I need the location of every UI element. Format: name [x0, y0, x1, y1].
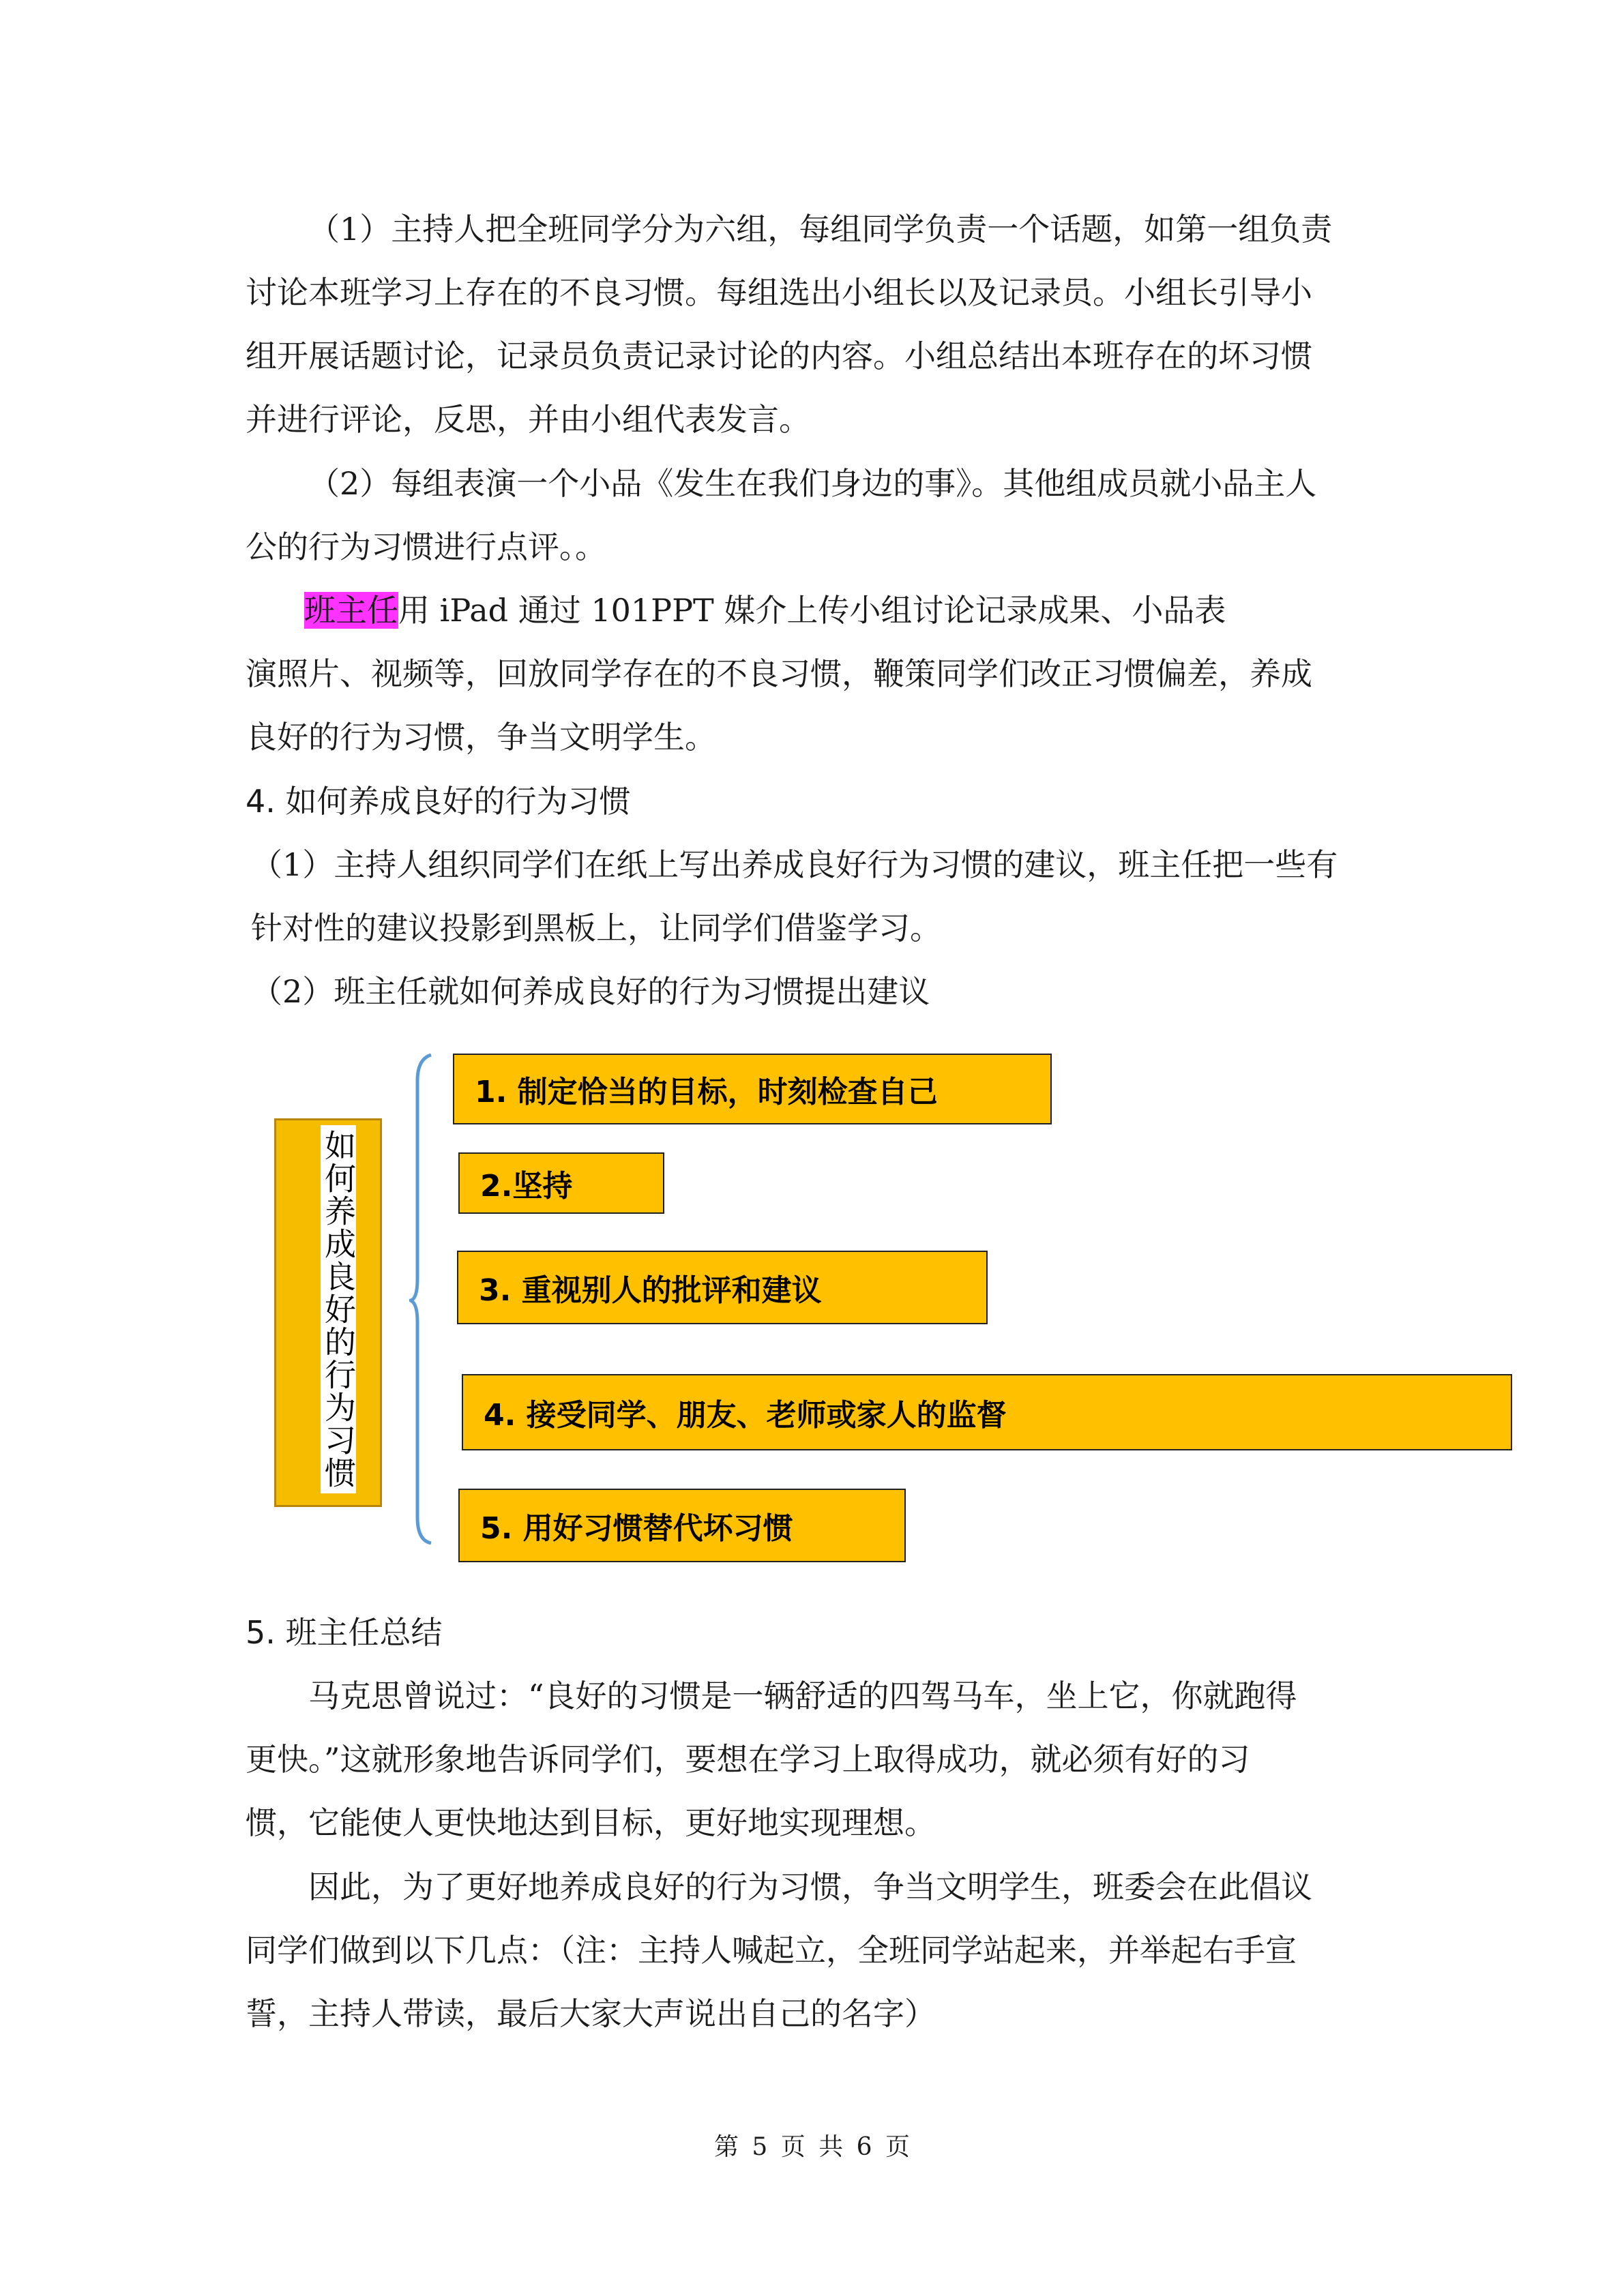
highlighted-text: 班主任: [304, 592, 398, 629]
text-line: （2）每组表演一个小品《发生在我们身边的事》。其他组成员就小品主人: [308, 465, 1317, 502]
diagram-item-1: 1. 制定恰当的目标，时刻检查自己: [453, 1054, 1052, 1124]
text-fragment: 用 iPad 通过 101PPT 媒介上传小组讨论记录成果、小品表: [398, 592, 1226, 629]
text-line: 并进行评论，反思，并由小组代表发言。: [246, 401, 810, 438]
paragraph-marx-quote: [246, 1665, 1391, 1855]
text-line: 组开展话题讨论，记录员负责记录讨论的内容。小组总结出本班存在的坏习惯: [246, 338, 1312, 374]
text-line: 讨论本班学习上存在的不良习惯。每组选出小组长以及记录员。小组长引导小: [246, 274, 1312, 311]
section-heading-5: [246, 1601, 1391, 1665]
text-line: 演照片、视频等，回放同学存在的不良习惯，鞭策同学们改正习惯偏差，养成: [246, 655, 1312, 692]
text-line: 更快。”这就形象地告诉同学们，要想在学习上取得成功，就必须有好的习: [246, 1741, 1250, 1778]
text-line: 因此，为了更好地养成良好的行为习惯，争当文明学生，班委会在此倡议: [308, 1868, 1312, 1905]
text-line: 良好的行为习惯，争当文明学生。: [246, 719, 716, 756]
diagram-item-2: 2.坚持: [458, 1152, 664, 1214]
diagram-item-4: 4. 接受同学、朋友、老师或家人的监督: [462, 1374, 1512, 1450]
curly-brace-icon: [409, 1054, 437, 1545]
heading-text: 4. 如何养成良好的行为习惯: [246, 783, 631, 820]
diagram-root-label: 如何养成良好的行为习惯: [321, 1125, 356, 1493]
text-line: 针对性的建议投影到黑板上，让同学们借鉴学习。: [251, 910, 941, 946]
text-line: 马克思曾说过：“良好的习惯是一辆舒适的四驾马车，坐上它，你就跑得: [308, 1678, 1297, 1714]
text-line: （1）主持人组织同学们在纸上写出养成良好行为习惯的建议，班主任把一些有: [251, 846, 1338, 883]
text-line: 誓，主持人带读，最后大家大声说出自己的名字）: [246, 1995, 936, 2032]
heading-text: 5. 班主任总结: [246, 1614, 443, 1651]
text-line: 公的行为习惯进行点评。。: [246, 528, 606, 565]
diagram-item-3: 3. 重视别人的批评和建议: [457, 1251, 988, 1324]
text-line: 惯，它能使人更快地达到目标，更好地实现理想。: [246, 1804, 936, 1841]
text-line: （1）主持人把全班同学分为六组，每组同学负责一个话题，如第一组负责: [308, 211, 1333, 248]
text-line: （2）班主任就如何养成良好的行为习惯提出建议: [251, 973, 930, 1010]
diagram-item-5: 5. 用好习惯替代坏习惯: [458, 1489, 906, 1562]
page-number-footer: 第 5 页 共 6 页: [713, 2133, 911, 2161]
paragraph-initiative: [246, 1855, 1391, 2046]
text-line: 同学们做到以下几点：（注：主持人喊起立，全班同学站起来，并举起右手宣: [246, 1932, 1297, 1969]
